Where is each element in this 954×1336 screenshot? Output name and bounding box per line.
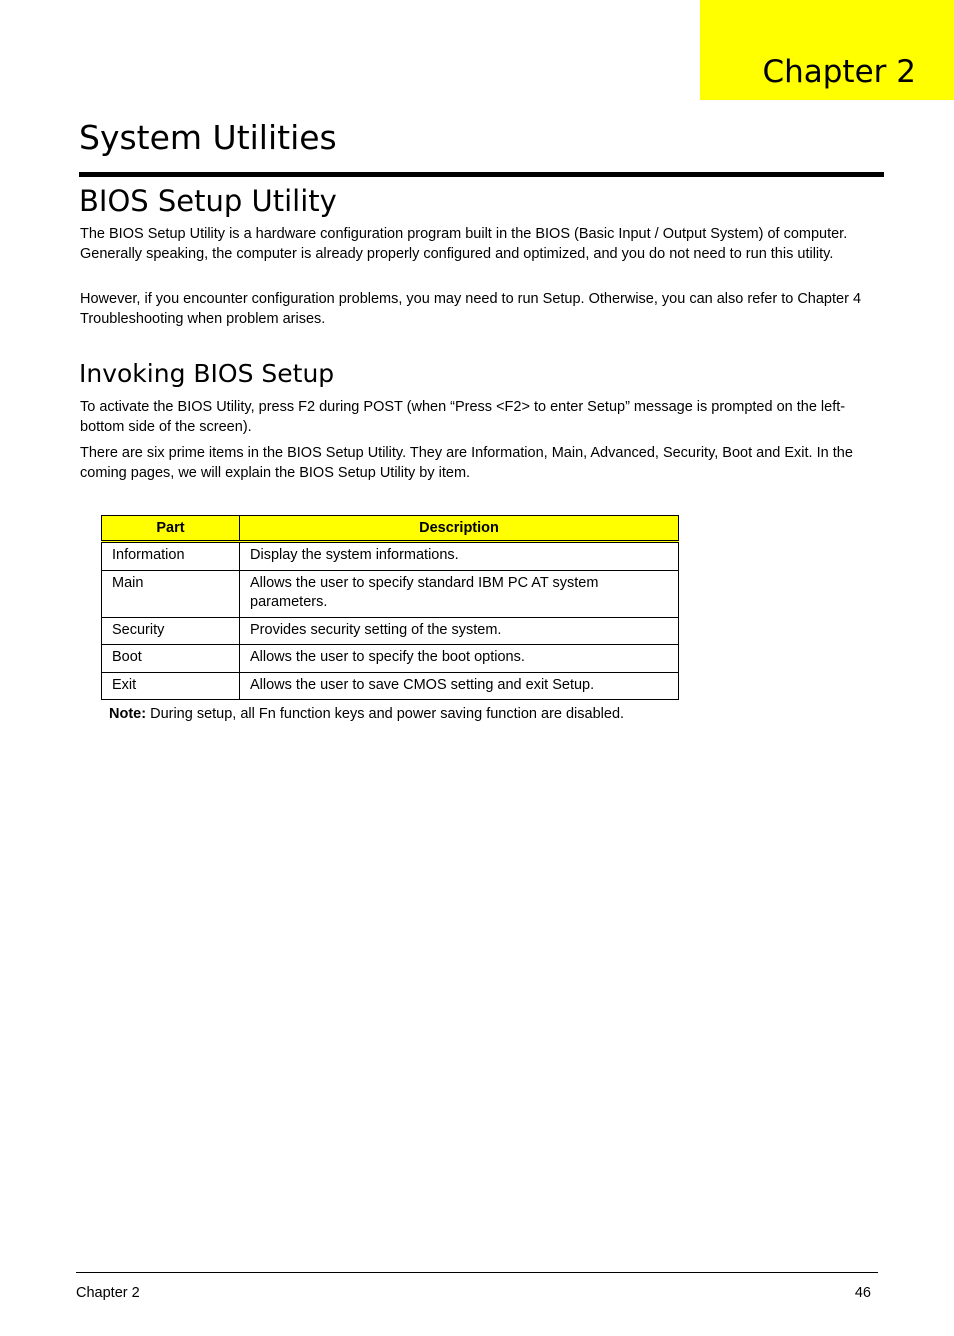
cell-part: Exit bbox=[102, 672, 240, 700]
cell-description: Provides security setting of the system. bbox=[240, 617, 679, 645]
cell-description: Allows the user to specify standard IBM PC AT system parameters. bbox=[240, 570, 679, 617]
chapter-tab bbox=[700, 0, 954, 100]
table-row bbox=[102, 672, 679, 700]
section-heading-bios-setup-utility: BIOS Setup Utility bbox=[79, 184, 337, 218]
cell-description: Allows the user to specify the boot options. bbox=[240, 645, 679, 673]
paragraph-prime-items: There are six prime items in the BIOS Setup Utility. They are Information, Main, Advanced, Security, Boot and Exit. In the coming pages, we will explain the BIOS Setup Utility by item. bbox=[80, 445, 853, 481]
paragraph-configuration-problems: However, if you encounter configuration problems, you may need to run Setup. Otherwise, you can also refer to Chapter 4 Troubleshooting when problem arises. bbox=[80, 291, 862, 327]
cell-part: Information bbox=[102, 542, 240, 571]
header-description: Description bbox=[240, 516, 679, 542]
subsection-heading-invoking-bios-setup: Invoking BIOS Setup bbox=[79, 359, 335, 388]
page-title: System Utilities bbox=[79, 118, 337, 157]
table-row bbox=[102, 645, 679, 673]
bios-parts-table bbox=[101, 515, 679, 700]
table-row bbox=[102, 542, 679, 571]
table-row bbox=[102, 570, 679, 617]
footer-divider bbox=[76, 1272, 878, 1273]
note-label: Note: bbox=[109, 706, 147, 722]
cell-part: Boot bbox=[102, 645, 240, 673]
paragraph-activate-bios: To activate the BIOS Utility, press F2 during POST (when “Press <F2> to enter Setup” message is prompted on the left-bottom side of the screen). bbox=[80, 399, 846, 435]
title-divider bbox=[79, 172, 884, 177]
cell-description: Allows the user to save CMOS setting and exit Setup. bbox=[240, 672, 679, 700]
paragraph-bios-intro: The BIOS Setup Utility is a hardware configuration program built in the BIOS (Basic Input / Output System) of computer. Generally speaking, the computer is already properly configured and optimized, and you do not need to run this utility. bbox=[80, 226, 848, 262]
header-part: Part bbox=[102, 516, 240, 542]
note-text: During setup, all Fn function keys and power saving function are disabled. bbox=[146, 706, 625, 722]
table-header-row bbox=[102, 516, 679, 542]
cell-part: Security bbox=[102, 617, 240, 645]
table-row bbox=[102, 617, 679, 645]
chapter-tab-label: Chapter 2 bbox=[762, 54, 916, 90]
cell-description: Display the system informations. bbox=[240, 542, 679, 571]
footer-page-number: 46 bbox=[854, 1285, 871, 1301]
setup-note bbox=[109, 705, 624, 725]
footer-chapter-label: Chapter 2 bbox=[76, 1285, 140, 1301]
cell-part: Main bbox=[102, 570, 240, 617]
